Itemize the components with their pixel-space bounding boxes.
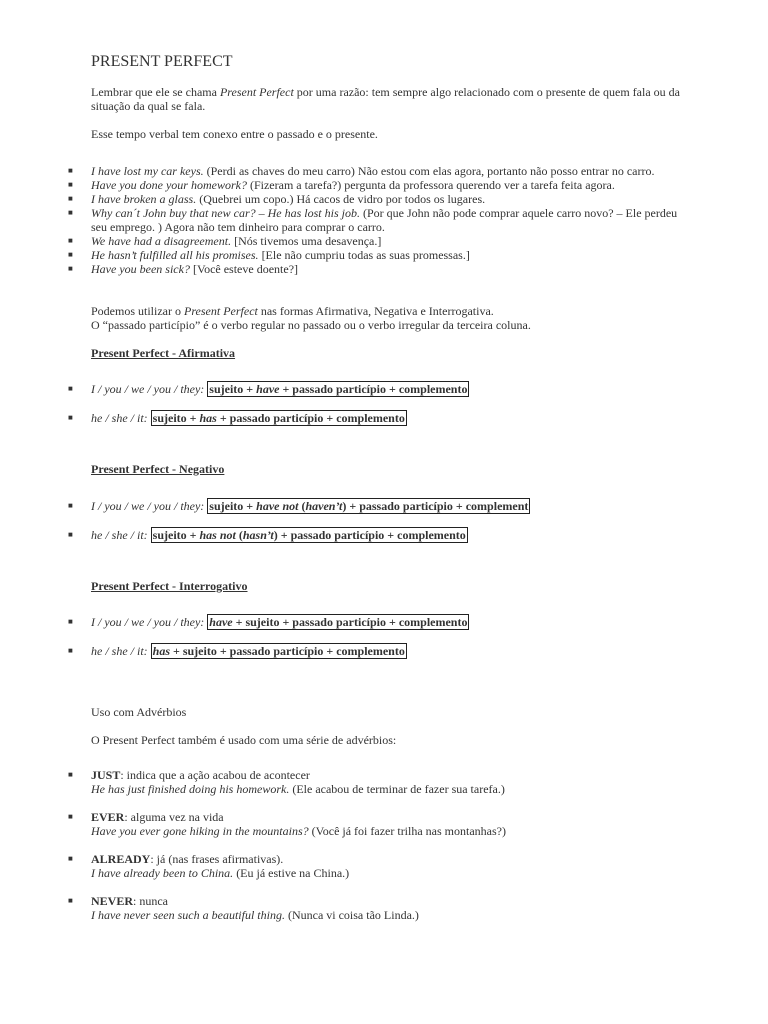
formula-part: + sujeito + passado particípio + complemento	[170, 644, 405, 658]
pronoun-label: I / you / we / you / they:	[91, 382, 205, 396]
formula-part: + sujeito + passado particípio + complemento	[232, 615, 468, 629]
intro-emphasis: Present Perfect	[219, 85, 294, 99]
adverb-item-already	[91, 852, 711, 880]
adverb-example-en: He has just finished doing his homework.	[91, 782, 290, 796]
forms-paragraph-2: O “passado particípio” é o verbo regular no passado ou o verbo irregular da terceira coluna.	[91, 318, 531, 332]
adverb-meaning: : nunca	[133, 894, 169, 908]
bullet-marker: ■	[68, 166, 73, 175]
affirmative-row-plural	[91, 382, 711, 396]
example-en: Have you been sick?	[91, 262, 190, 276]
formula-box	[151, 643, 407, 659]
bullet-marker: ■	[68, 617, 73, 626]
formula-part: ) + passado particípio + complement	[342, 499, 529, 513]
adverb-word: NEVER	[91, 894, 134, 908]
section-heading-negative: Present Perfect - Negativo	[91, 462, 225, 476]
adverb-item-never	[91, 894, 711, 922]
formula-verb: have	[209, 615, 233, 629]
adverb-word: ALREADY	[91, 852, 151, 866]
intro-text-end: por uma razão: tem sempre algo relacionado com o presente de quem fala ou da situação da qual se fala.	[91, 85, 680, 113]
example-item-1	[91, 164, 711, 178]
example-en: We have had a disagreement.	[91, 234, 232, 248]
adverb-meaning: : já (nas frases afirmativas).	[150, 852, 284, 866]
example-item-7	[91, 262, 711, 276]
example-en: He hasn’t fulfilled all his promises.	[91, 248, 259, 262]
adverb-example-en: I have already been to China.	[91, 866, 234, 880]
example-en: Have you done your homework?	[91, 178, 247, 192]
forms-paragraph	[91, 304, 703, 318]
formula-part: sujeito +	[152, 528, 200, 542]
bullet-marker: ■	[68, 530, 73, 539]
pronoun-label: he / she / it:	[91, 528, 148, 542]
intro-text-start: Lembrar que ele se chama	[91, 85, 220, 99]
pronoun-label: he / she / it:	[91, 644, 148, 658]
formula-part: + passado particípio + complemento	[279, 382, 468, 396]
example-pt: [Nós tivemos uma desavença.]	[231, 234, 382, 248]
example-en: I have lost my car keys.	[91, 164, 204, 178]
pronoun-label: I / you / we / you / they:	[91, 615, 205, 629]
negative-row-singular	[91, 528, 711, 542]
example-item-3	[91, 192, 711, 206]
interrogative-row-singular	[91, 644, 711, 658]
intro-paragraph	[91, 85, 703, 113]
affirmative-row-singular	[91, 411, 711, 425]
bullet-marker: ■	[68, 501, 73, 510]
formula-box	[207, 381, 469, 397]
formula-box	[151, 410, 407, 426]
example-pt: (Por que John não pode comprar aquele carro novo? – Ele perdeu seu emprego. ) Agora não tem dinheiro para comprar o carro.	[91, 206, 678, 234]
bullet-marker: ■	[68, 236, 73, 245]
adverb-example-en: Have you ever gone hiking in the mountains?	[91, 824, 309, 838]
example-en: I have broken a glass.	[91, 192, 197, 206]
bullet-marker: ■	[68, 812, 73, 821]
example-item-4	[91, 206, 691, 234]
formula-box	[207, 498, 530, 514]
formula-verb: has	[199, 411, 217, 425]
adverb-meaning: : alguma vez na vida	[124, 810, 224, 824]
formula-verb: have not	[256, 499, 299, 513]
adverbs-intro: O Present Perfect também é usado com uma série de advérbios:	[91, 733, 397, 747]
formula-verb: has	[152, 644, 170, 658]
example-item-5	[91, 234, 711, 248]
bullet-marker: ■	[68, 413, 73, 422]
formula-verb: have	[256, 382, 280, 396]
pronoun-label: I / you / we / you / they:	[91, 499, 205, 513]
pronoun-label: he / she / it:	[91, 411, 148, 425]
formula-part: (	[235, 528, 243, 542]
example-pt: [Você esteve doente?]	[189, 262, 299, 276]
negative-row-plural	[91, 499, 711, 513]
forms-text-end: nas formas Afirmativa, Negativa e Interrogativa.	[257, 304, 494, 318]
adverb-item-ever	[91, 810, 711, 838]
adverb-word: EVER	[91, 810, 125, 824]
example-pt: [Ele não cumpriu todas as suas promessas.]	[258, 248, 470, 262]
bullet-marker: ■	[68, 646, 73, 655]
bullet-marker: ■	[68, 770, 73, 779]
bullet-marker: ■	[68, 854, 73, 863]
formula-part: ) + passado particípio + complemento	[273, 528, 466, 542]
bullet-marker: ■	[68, 180, 73, 189]
interrogative-row-plural	[91, 615, 711, 629]
bullet-marker: ■	[68, 896, 73, 905]
adverb-item-just	[91, 768, 711, 796]
formula-part: sujeito +	[209, 382, 257, 396]
formula-contraction: haven’t	[305, 499, 343, 513]
forms-text-start: Podemos utilizar o	[91, 304, 184, 318]
example-en: Why can´t John buy that new car? – He has lost his job.	[91, 206, 360, 220]
adverb-example-pt: (Ele acabou de terminar de fazer sua tarefa.)	[289, 782, 505, 796]
section-heading-affirmative: Present Perfect - Afirmativa	[91, 346, 236, 360]
example-item-2	[91, 178, 711, 192]
bullet-marker: ■	[68, 384, 73, 393]
bullet-marker: ■	[68, 208, 73, 217]
formula-part: sujeito +	[152, 411, 200, 425]
adverb-word: JUST	[91, 768, 121, 782]
example-item-6	[91, 248, 711, 262]
formula-box	[151, 527, 468, 543]
section-heading-interrogative: Present Perfect - Interrogativo	[91, 579, 248, 593]
bullet-marker: ■	[68, 250, 73, 259]
adverb-example-pt: (Você já foi fazer trilha nas montanhas?)	[308, 824, 506, 838]
page-title: PRESENT PERFECT	[91, 53, 233, 70]
bullet-marker: ■	[68, 264, 73, 273]
example-pt: (Perdi as chaves do meu carro) Não estou com elas agora, portanto não posso entrar no carro.	[203, 164, 655, 178]
example-pt: (Fizeram a tarefa?) pergunta da professora querendo ver a tarefa feita agora.	[246, 178, 615, 192]
formula-box	[207, 614, 469, 630]
adverb-example-pt: (Eu já estive na China.)	[233, 866, 350, 880]
adverbs-heading: Uso com Advérbios	[91, 705, 187, 719]
intro-paragraph-2: Esse tempo verbal tem conexo entre o passado e o presente.	[91, 127, 378, 141]
adverb-example-en: I have never seen such a beautiful thing.	[91, 908, 285, 922]
formula-part: + passado particípio + complemento	[216, 411, 405, 425]
formula-part: sujeito +	[209, 499, 257, 513]
formula-verb: has not	[199, 528, 236, 542]
forms-emphasis: Present Perfect	[184, 304, 258, 318]
bullet-marker: ■	[68, 194, 73, 203]
formula-part: (	[298, 499, 306, 513]
formula-contraction: hasn’t	[242, 528, 274, 542]
adverb-meaning: : indica que a ação acabou de acontecer	[120, 768, 310, 782]
example-pt: (Quebrei um copo.) Há cacos de vidro por todos os lugares.	[196, 192, 486, 206]
adverb-example-pt: (Nunca vi coisa tão Linda.)	[284, 908, 419, 922]
